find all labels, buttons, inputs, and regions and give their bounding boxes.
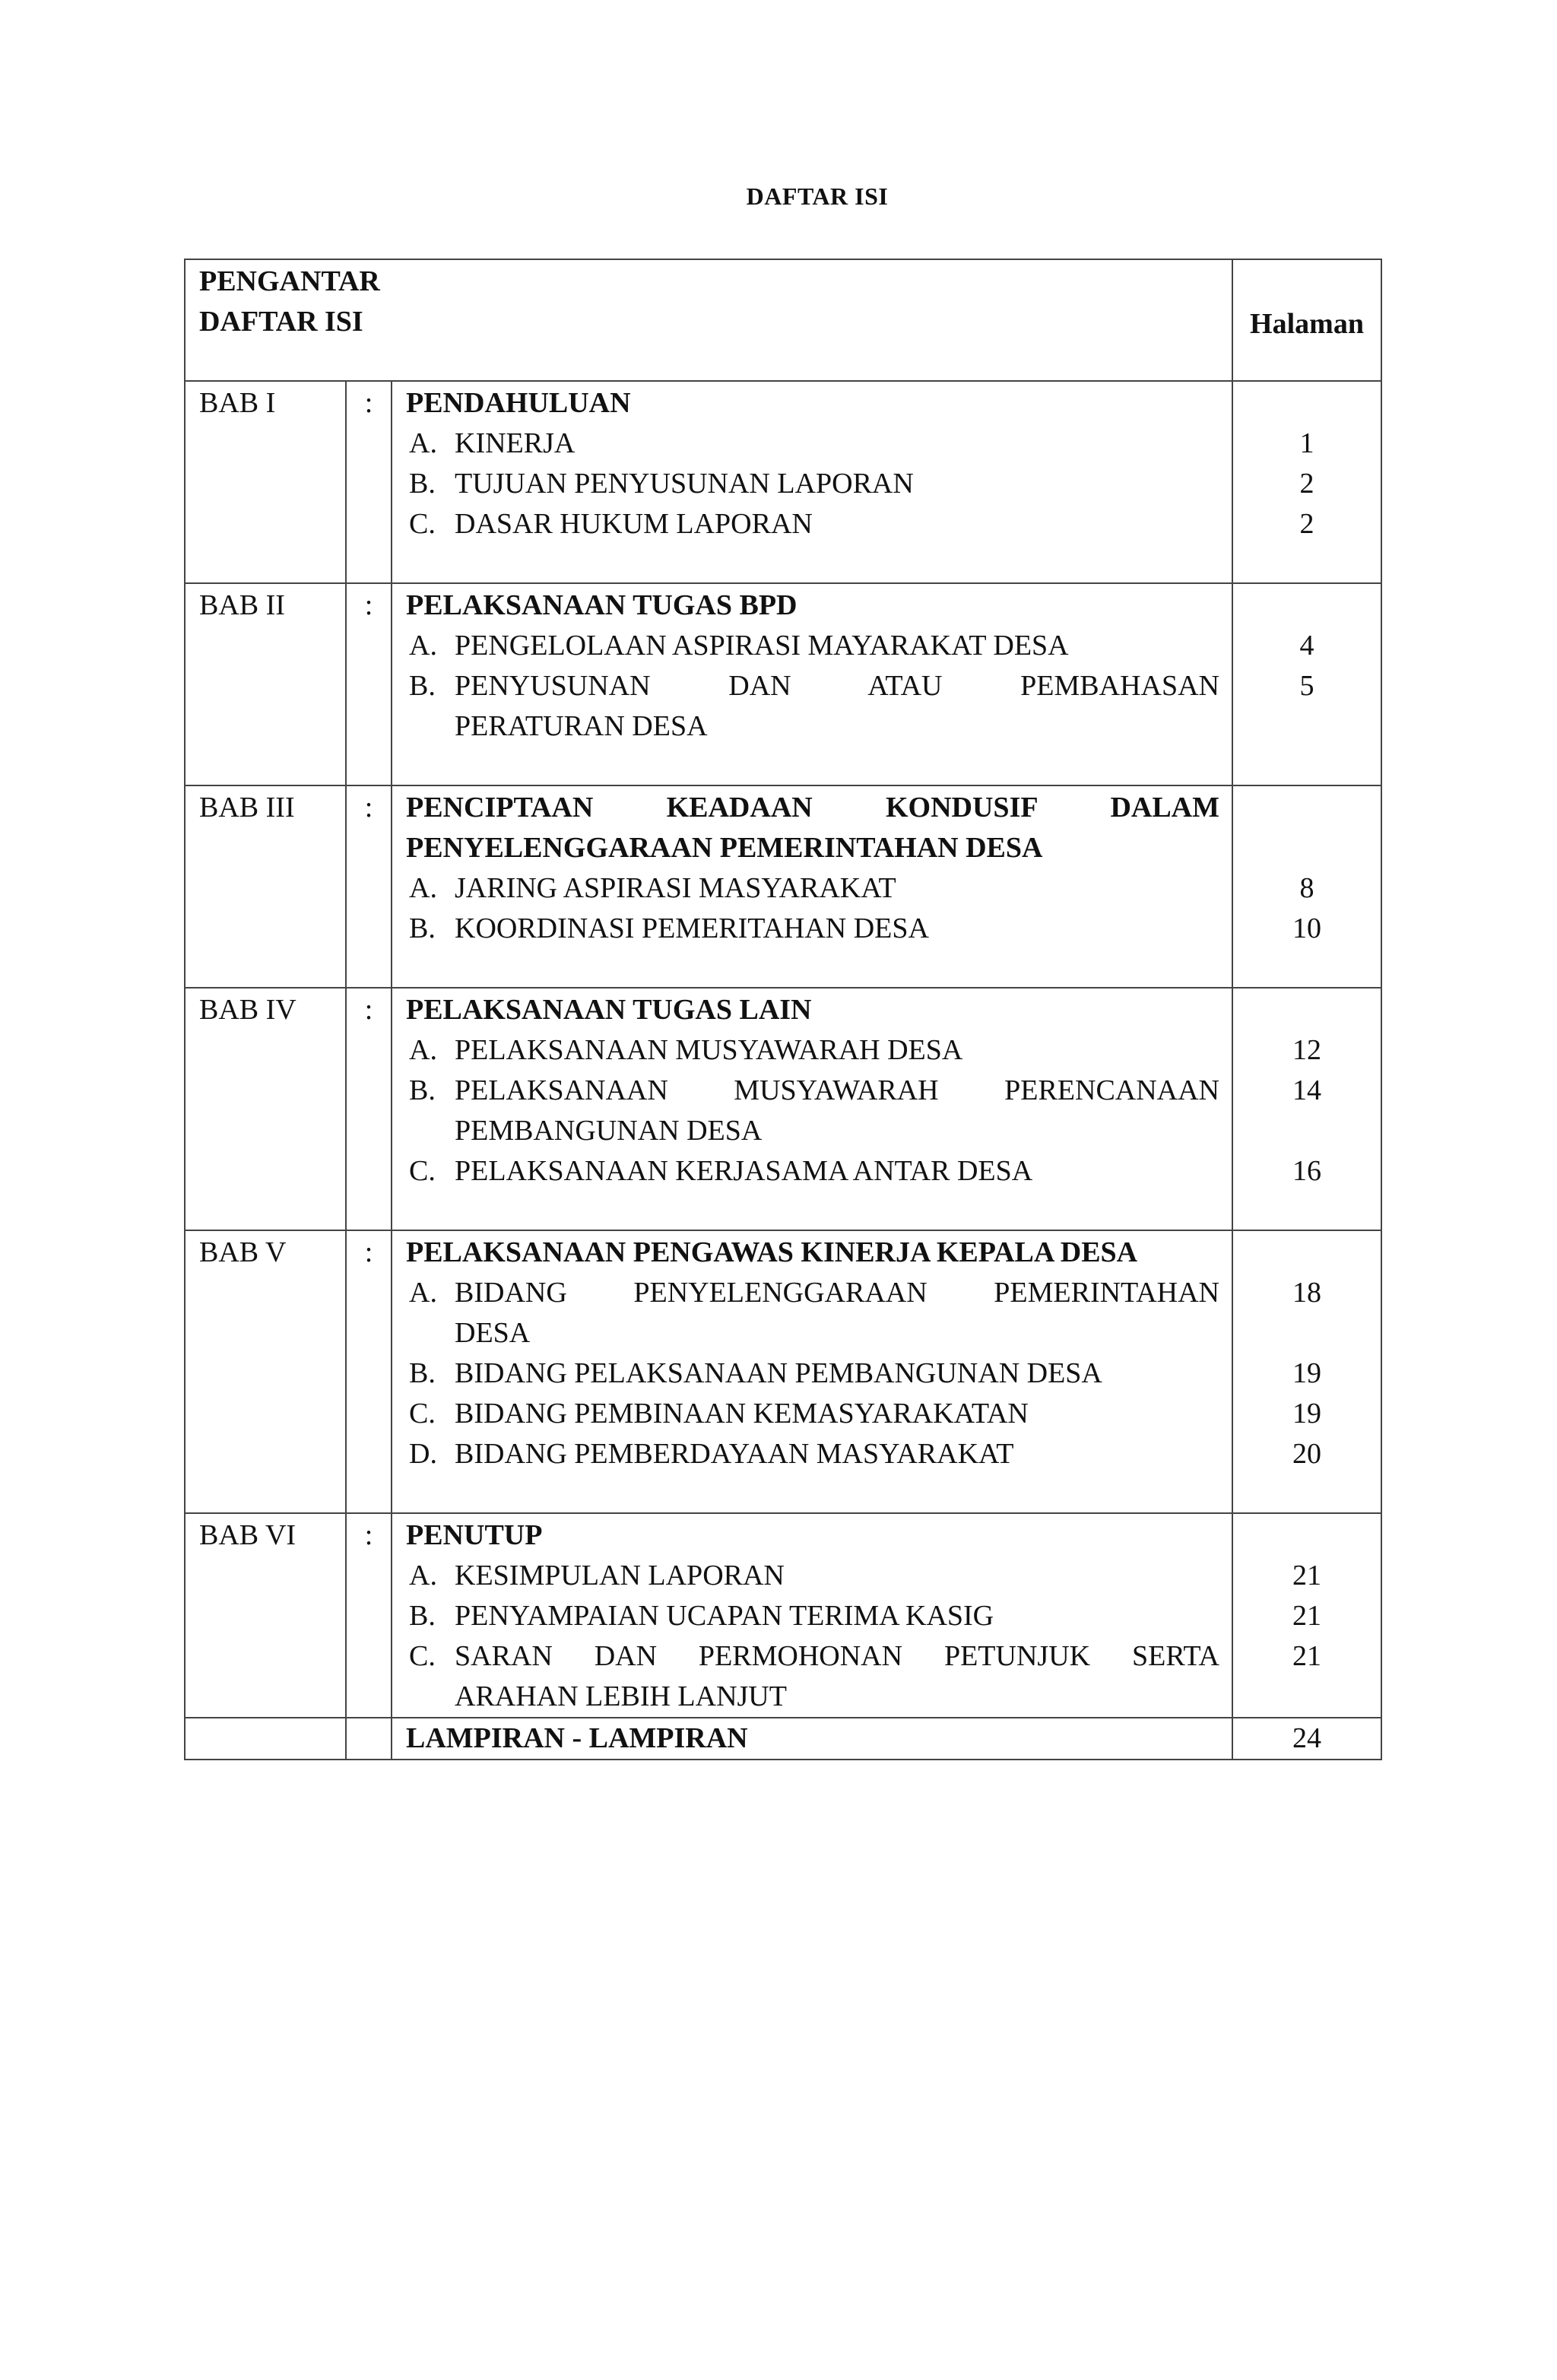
toc-item — [406, 909, 1219, 949]
header-halaman: Halaman — [1232, 259, 1381, 381]
item-text-wrapped — [455, 1636, 1219, 1717]
item-text-line: PELAKSANAAN MUSYAWARAH PERENCANAAN — [455, 1074, 1219, 1106]
toc-item — [406, 1556, 1219, 1596]
bab-content — [392, 1513, 1232, 1718]
item-text: BIDANG PEMBERDAYAAN MASYARAKAT — [455, 1438, 1014, 1470]
page-numbers — [1232, 1230, 1381, 1513]
item-text: BIDANG PEMBINAAN KEMASYARAKATAN — [455, 1398, 1029, 1430]
toc-item — [406, 1071, 1219, 1151]
toc-section-bab-5 — [185, 1230, 1381, 1513]
item-letter: B. — [409, 670, 436, 702]
header-daftar-isi: DAFTAR ISI — [199, 306, 363, 338]
toc-table — [184, 259, 1382, 1760]
page-number: 16 — [1292, 1155, 1321, 1187]
page-numbers — [1232, 785, 1381, 988]
page-number: 10 — [1292, 912, 1321, 944]
item-text-line: PENYUSUNAN DAN ATAU PEMBAHASAN — [455, 670, 1219, 702]
bab-colon: : — [346, 785, 392, 988]
section-title: PENCIPTAAN KEADAAN KONDUSIF DALAM — [406, 792, 1219, 823]
page-number: 18 — [1292, 1277, 1321, 1309]
item-text-line: PERATURAN DESA — [455, 710, 708, 742]
section-title: PELAKSANAAN TUGAS LAIN — [406, 994, 812, 1026]
toc-section-bab-4 — [185, 988, 1381, 1230]
toc-item — [406, 1636, 1219, 1717]
item-text: BIDANG PELAKSANAAN PEMBANGUNAN DESA — [455, 1357, 1102, 1389]
section-title: PELAKSANAAN TUGAS BPD — [406, 589, 798, 621]
toc-item — [406, 1596, 1219, 1636]
page-number: 21 — [1292, 1640, 1321, 1672]
bab-content — [392, 1230, 1232, 1513]
item-text: PENYAMPAIAN UCAPAN TERIMA KASIG — [455, 1600, 994, 1632]
item-letter: C. — [409, 508, 436, 540]
toc-item — [406, 504, 1219, 544]
item-text: KESIMPULAN LAPORAN — [455, 1560, 785, 1591]
toc-section-bab-6 — [185, 1513, 1381, 1718]
bab-colon: : — [346, 1513, 392, 1718]
toc-item — [406, 1273, 1219, 1353]
bab-label: BAB I — [185, 381, 346, 583]
page-number: 8 — [1299, 872, 1314, 904]
lampiran-label: LAMPIRAN - LAMPIRAN — [392, 1718, 1232, 1760]
item-text: PELAKSANAAN KERJASAMA ANTAR DESA — [455, 1155, 1033, 1187]
toc-section-bab-1 — [185, 381, 1381, 583]
item-text-line: ARAHAN LEBIH LANJUT — [455, 1680, 787, 1712]
section-title: PENDAHULUAN — [406, 387, 631, 419]
item-text-wrapped — [455, 666, 1219, 747]
toc-lampiran-row — [185, 1718, 1381, 1760]
item-letter: B. — [409, 1600, 436, 1632]
bab-colon: : — [346, 381, 392, 583]
bab-content — [392, 381, 1232, 583]
item-text-line: BIDANG PENYELENGGARAAN PEMERINTAHAN — [455, 1277, 1219, 1309]
page-number: 2 — [1299, 468, 1314, 500]
item-letter: B. — [409, 912, 436, 944]
bab-label: BAB VI — [185, 1513, 346, 1718]
document-title: DAFTAR ISI — [746, 182, 889, 210]
section-title: PENYELENGGARAAN PEMERINTAHAN DESA — [406, 832, 1043, 864]
bab-content — [392, 785, 1232, 988]
item-text-wrapped — [455, 1071, 1219, 1151]
bab-label: BAB II — [185, 583, 346, 785]
item-text: DASAR HUKUM LAPORAN — [455, 508, 813, 540]
item-letter: C. — [409, 1640, 436, 1672]
page-number: 19 — [1292, 1398, 1321, 1430]
page-number: 1 — [1299, 427, 1314, 459]
bab-colon: : — [346, 988, 392, 1230]
page-numbers — [1232, 988, 1381, 1230]
toc-section-bab-2 — [185, 583, 1381, 785]
lampiran-page: 24 — [1232, 1718, 1381, 1760]
item-text-wrapped — [455, 1273, 1219, 1353]
header-pengantar: PENGANTAR — [199, 265, 380, 297]
item-letter: C. — [409, 1155, 436, 1187]
page-number: 20 — [1292, 1438, 1321, 1470]
bab-content — [392, 583, 1232, 785]
bab-label: BAB IV — [185, 988, 346, 1230]
item-text-line: DESA — [455, 1317, 531, 1349]
item-letter: D. — [409, 1438, 437, 1470]
item-text: JARING ASPIRASI MASYARAKAT — [455, 872, 896, 904]
item-text-line: PEMBANGUNAN DESA — [455, 1115, 763, 1147]
page-number: 4 — [1299, 630, 1314, 662]
page-numbers — [1232, 1513, 1381, 1718]
toc-item — [406, 868, 1219, 909]
toc-item — [406, 1353, 1219, 1394]
toc-item — [406, 1151, 1219, 1192]
lampiran-empty-cell — [346, 1718, 392, 1760]
item-letter: A. — [409, 630, 437, 662]
item-letter: A. — [409, 1034, 437, 1066]
page-number: 5 — [1299, 670, 1314, 702]
item-text: PENGELOLAAN ASPIRASI MAYARAKAT DESA — [455, 630, 1069, 662]
toc-header-left — [185, 259, 1232, 381]
page-number: 21 — [1292, 1600, 1321, 1632]
toc-item — [406, 424, 1219, 464]
item-text: KOORDINASI PEMERITAHAN DESA — [455, 912, 929, 944]
item-text-line: SARAN DAN PERMOHONAN PETUNJUK SERTA — [455, 1640, 1219, 1672]
toc-item — [406, 626, 1219, 666]
toc-item — [406, 1434, 1219, 1474]
section-title: PENUTUP — [406, 1519, 543, 1551]
item-letter: A. — [409, 1560, 437, 1591]
item-letter: B. — [409, 1074, 436, 1106]
item-letter: A. — [409, 872, 437, 904]
item-letter: B. — [409, 468, 436, 500]
item-letter: A. — [409, 1277, 437, 1309]
lampiran-empty-cell — [185, 1718, 346, 1760]
page-number: 14 — [1292, 1074, 1321, 1106]
item-letter: B. — [409, 1357, 436, 1389]
toc-item — [406, 1394, 1219, 1434]
section-title: PELAKSANAAN PENGAWAS KINERJA KEPALA DESA — [406, 1236, 1138, 1268]
bab-colon: : — [346, 583, 392, 785]
bab-label: BAB III — [185, 785, 346, 988]
item-text: TUJUAN PENYUSUNAN LAPORAN — [455, 468, 914, 500]
item-letter: A. — [409, 427, 437, 459]
bab-label: BAB V — [185, 1230, 346, 1513]
page-number: 19 — [1292, 1357, 1321, 1389]
bab-content — [392, 988, 1232, 1230]
item-text: PELAKSANAAN MUSYAWARAH DESA — [455, 1034, 963, 1066]
toc-item — [406, 1030, 1219, 1071]
page-numbers — [1232, 381, 1381, 583]
bab-colon: : — [346, 1230, 392, 1513]
item-letter: C. — [409, 1398, 436, 1430]
toc-section-bab-3 — [185, 785, 1381, 988]
page-numbers — [1232, 583, 1381, 785]
toc-item — [406, 464, 1219, 504]
item-text: KINERJA — [455, 427, 576, 459]
toc-item — [406, 666, 1219, 747]
page-number: 2 — [1299, 508, 1314, 540]
toc-header-row — [185, 259, 1381, 381]
page-number: 12 — [1292, 1034, 1321, 1066]
page-number: 21 — [1292, 1560, 1321, 1591]
